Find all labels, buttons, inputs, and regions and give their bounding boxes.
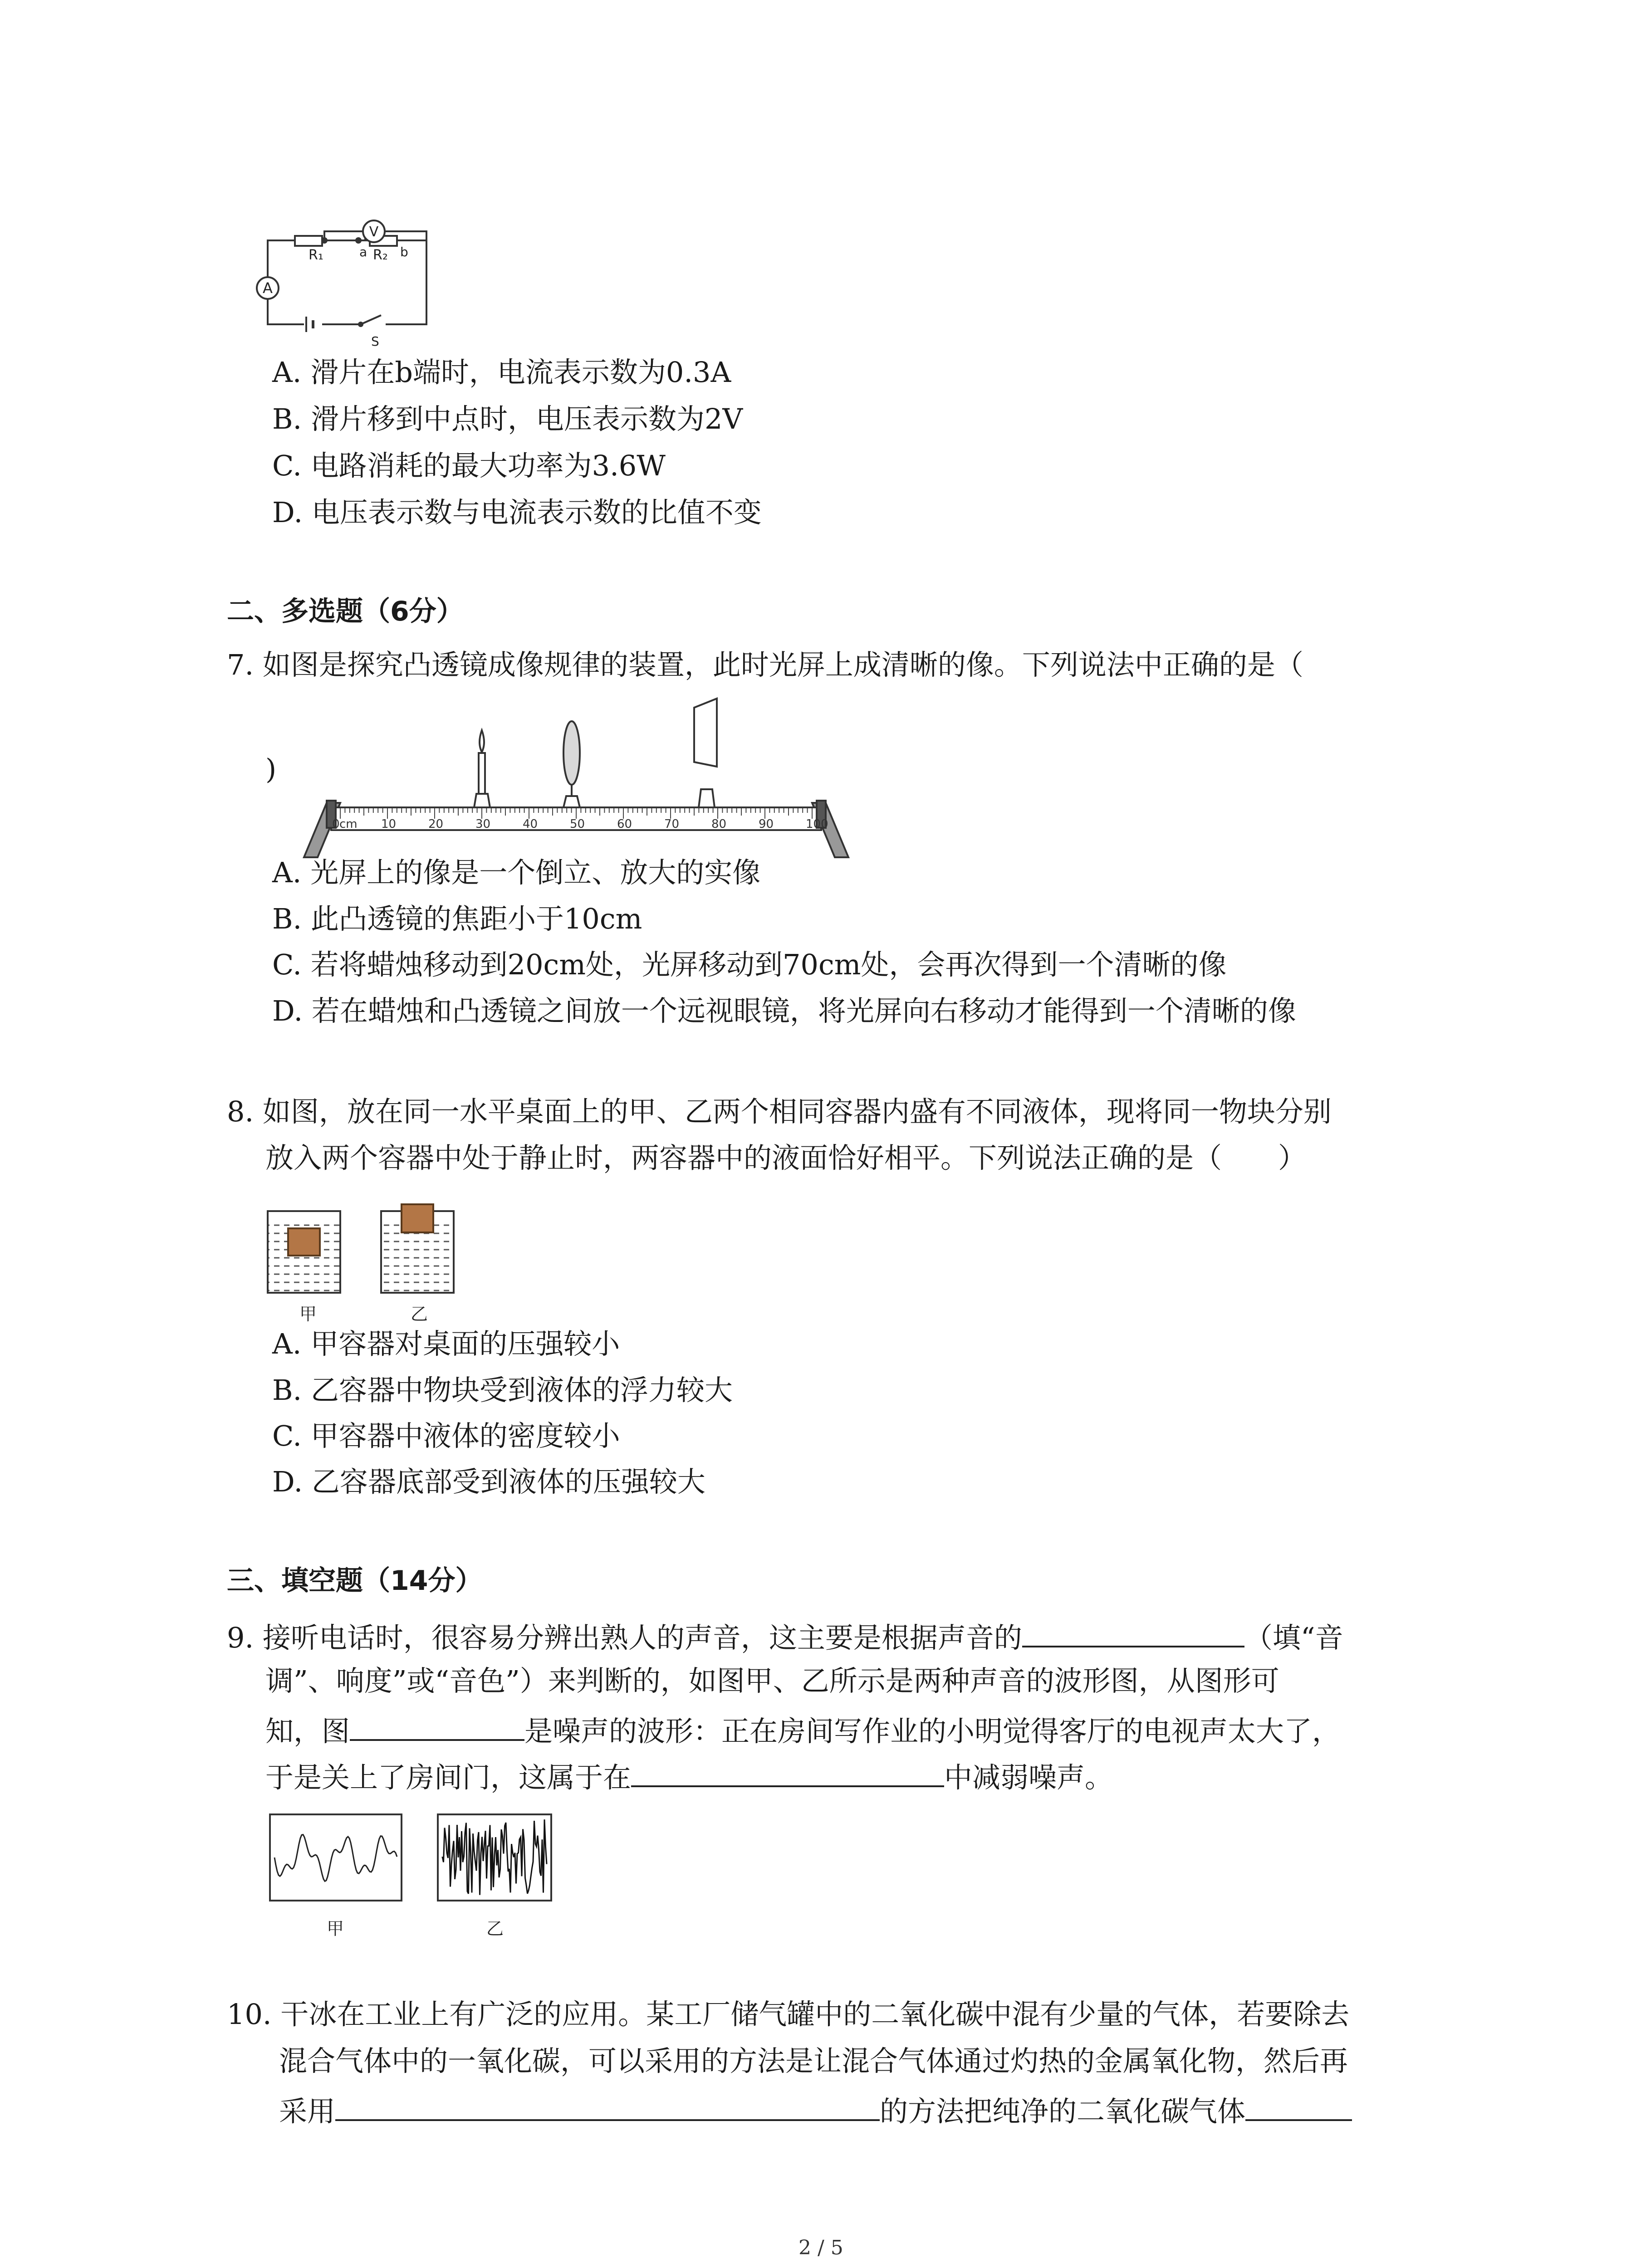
page-number: 2 / 5 [798, 2236, 843, 2259]
r2-label: R₂ [373, 247, 388, 263]
ruler-tick-label: 40 [523, 817, 538, 831]
q7-stem-line1: 7. 如图是探究凸透镜成像规律的装置，此时光屏上成清晰的像。下列说法中正确的是（ [227, 648, 1303, 681]
container-jia-label: 甲 [299, 1304, 317, 1324]
q9-blank-2[interactable] [350, 1714, 524, 1741]
ruler-tick-label: 50 [570, 817, 585, 831]
q9-text-4a: 于是关上了房间门，这属于在 [265, 1761, 632, 1794]
container-yi-label: 乙 [411, 1304, 428, 1324]
q7-option-a: A. 光屏上的像是一个倒立、放大的实像 [272, 856, 761, 889]
wave-yi-label: 乙 [486, 1919, 504, 1939]
wave-jia-label: 甲 [327, 1919, 344, 1939]
ruler-tick-label: 100 [806, 817, 828, 831]
q10-text-1: 10. 干冰在工业上有广泛的应用。某工厂储气罐中的二氧化碳中混有少量的气体，若要除去 [227, 1998, 1350, 2031]
q8-option-c: C. 甲容器中液体的密度较小 [272, 1419, 620, 1452]
ruler-tick-label: 80 [711, 817, 727, 831]
section-2-title: 二、多选题（6分） [227, 596, 464, 627]
q6-option-c: C. 电路消耗的最大功率为3.6W [272, 449, 666, 482]
q9-line3 [265, 1714, 1341, 1748]
q9-text-1a: 9. 接听电话时，很容易分辨出熟人的声音，这主要是根据声音的 [227, 1621, 1022, 1654]
s-label: S [371, 334, 379, 349]
q9-blank-1[interactable] [1022, 1620, 1244, 1647]
q8-stem-line1: 8. 如图，放在同一水平桌面上的甲、乙两个相同容器内盛有不同液体，现将同一物块分别 [227, 1095, 1332, 1128]
voltmeter-label: V [369, 224, 379, 240]
q9-text-3a: 知，图 [265, 1715, 350, 1748]
ruler-tick-label: 30 [475, 817, 491, 831]
optical-bench-figure [299, 694, 857, 866]
section-3-title: 三、填空题（14分） [227, 1565, 483, 1597]
ammeter-label: A [263, 279, 273, 297]
q7-option-c: C. 若将蜡烛移动到20cm处，光屏移动到70cm处，会再次得到一个清晰的像 [272, 948, 1227, 981]
q7-option-b: B. 此凸透镜的焦距小于10cm [272, 902, 642, 935]
q9-line4 [265, 1760, 1113, 1792]
ruler-tick-label: 60 [617, 817, 632, 831]
circuit-diagram [254, 213, 445, 349]
ruler-tick-label: 10 [381, 817, 397, 831]
q7-option-d: D. 若在蜡烛和凸透镜之间放一个远视眼镜，将光屏向右移动才能得到一个清晰的像 [272, 994, 1296, 1027]
ruler-tick-label: 0 [332, 817, 340, 831]
q10-text-2: 混合气体中的一氧化碳，可以采用的方法是让混合气体通过灼热的金属氧化物，然后再 [279, 2044, 1348, 2077]
q8-option-d: D. 乙容器底部受到液体的压强较大 [272, 1465, 705, 1498]
q10-line3 [279, 2094, 1352, 2126]
q10-text-3b: 的方法把纯净的二氧化碳气体 [880, 2095, 1246, 2128]
q6-option-a: A. 滑片在b端时，电流表示数为0.3A [272, 356, 731, 389]
q9-text-1b: （填“音 [1244, 1621, 1343, 1654]
ruler-tick-label: 20 [428, 817, 444, 831]
q10-blank-2[interactable] [1245, 2094, 1352, 2121]
q9-text-2: 调”、响度”或“音色”）来判断的，如图甲、乙所示是两种声音的波形图，从图形可 [265, 1664, 1279, 1697]
q8-stem-line2: 放入两个容器中处于静止时，两容器中的液面恰好相平。下列说法正确的是（ ） [265, 1141, 1307, 1174]
r1-label: R₁ [309, 247, 323, 263]
q6-option-b: B. 滑片移到中点时，电压表示数为2V [272, 402, 743, 435]
a-label: a [359, 244, 367, 259]
q7-stem-line2: ) [265, 753, 277, 786]
q9-line1 [227, 1620, 1343, 1652]
q8-option-a: A. 甲容器对桌面的压强较小 [272, 1327, 620, 1360]
waveform-figure [268, 1812, 567, 1944]
b-label: b [400, 244, 408, 259]
q10-blank-1[interactable] [335, 2094, 880, 2121]
q9-text-3b: 是噪声的波形：正在房间写作业的小明觉得客厅的电视声太大了， [524, 1715, 1341, 1748]
q9-text-4b: 中减弱噪声。 [944, 1761, 1113, 1794]
q6-option-d: D. 电压表示数与电流表示数的比值不变 [272, 496, 762, 529]
q9-blank-3[interactable] [631, 1760, 944, 1787]
ruler-unit: cm [339, 817, 358, 831]
ruler-tick-label: 90 [759, 817, 774, 831]
containers-figure [263, 1188, 472, 1325]
q8-option-b: B. 乙容器中物块受到液体的浮力较大 [272, 1374, 733, 1407]
ruler-tick-label: 70 [664, 817, 680, 831]
q10-text-3a: 采用 [279, 2095, 336, 2128]
